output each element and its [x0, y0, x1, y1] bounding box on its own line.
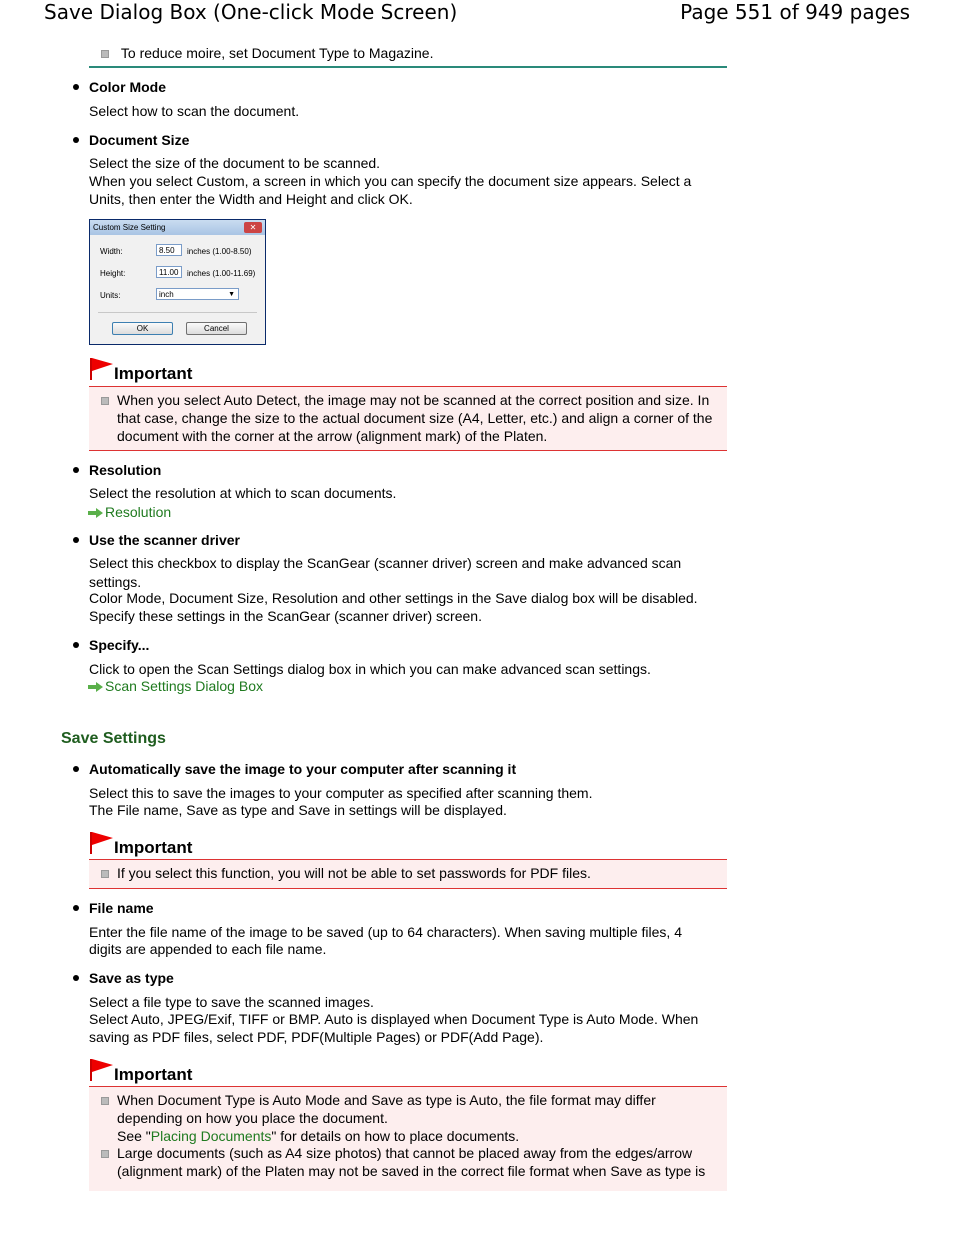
page-title: Save Dialog Box (One-click Mode Screen) — [44, 0, 458, 24]
placing-documents-link[interactable]: Placing Documents — [150, 1128, 272, 1144]
important-box — [89, 386, 727, 451]
color-mode-title: Color Mode — [89, 79, 166, 95]
units-label: Units: — [100, 291, 121, 300]
height-field[interactable]: 11.00 — [156, 266, 182, 278]
bullet-icon — [73, 467, 79, 473]
document-size-line: When you select Custom, a screen in which you can specify the document size appears. Select a — [89, 173, 692, 189]
auto-save-line: The File name, Save as type and Save in settings will be displayed. — [89, 802, 507, 818]
important-text: When you select Auto Detect, the image may not be scanned at the correct position and size. In — [117, 392, 710, 408]
important-title: Important — [114, 1065, 193, 1084]
bullet-icon — [73, 537, 79, 543]
custom-size-dialog — [89, 219, 266, 345]
document-size-line: Select the size of the document to be scanned. — [89, 155, 381, 171]
page-number: Page 551 of 949 pages — [680, 0, 910, 24]
width-label: Width: — [100, 247, 123, 256]
arrow-right-icon — [88, 682, 103, 692]
important-flag-icon — [89, 358, 113, 380]
bullet-icon — [73, 642, 79, 648]
resolution-link[interactable]: Resolution — [88, 503, 171, 521]
important-box — [89, 859, 727, 889]
specify-desc: Click to open the Scan Settings dialog box in which you can make advanced scan settings. — [89, 661, 651, 677]
auto-save-title: Automatically save the image to your computer after scanning it — [89, 761, 517, 777]
document-size-line: Units, then enter the Width and Height and click OK. — [89, 191, 413, 207]
note-divider — [89, 66, 727, 68]
bullet-icon — [73, 137, 79, 143]
important-title: Important — [114, 838, 193, 857]
scanner-driver-title: Use the scanner driver — [89, 532, 240, 548]
dialog-title-bar: Custom Size Setting ✕ — [90, 220, 265, 235]
arrow-right-icon — [88, 508, 103, 518]
save-type-title: Save as type — [89, 970, 174, 986]
important-text: (alignment mark) of the Platen may not be saved in the correct file format when Save as type is — [117, 1163, 706, 1179]
scanner-driver-line: Select this checkbox to display the ScanGear (scanner driver) screen and make advanced scan — [89, 555, 682, 571]
important-text: See "Placing Documents" for details on how to place documents. — [117, 1128, 520, 1144]
bullet-icon — [73, 975, 79, 981]
cancel-button[interactable]: Cancel — [186, 322, 247, 335]
note-item: To reduce moire, set Document Type to Magazine. — [101, 44, 433, 62]
square-bullet-icon — [101, 50, 109, 58]
scanner-driver-line: settings. — [89, 574, 142, 590]
close-icon[interactable]: ✕ — [244, 222, 262, 233]
color-mode-desc: Select how to scan the document. — [89, 103, 300, 119]
square-bullet-icon — [101, 1097, 109, 1105]
save-type-line: Select a file type to save the scanned images. — [89, 994, 374, 1010]
square-bullet-icon — [101, 870, 109, 878]
important-text: depending on how you place the document. — [117, 1110, 388, 1126]
height-label: Height: — [100, 269, 126, 278]
auto-save-line: Select this to save the images to your computer as specified after scanning them. — [89, 785, 593, 801]
file-name-line: Enter the file name of the image to be saved (up to 64 characters). When saving multiple files, 4 — [89, 924, 682, 940]
save-type-line: saving as PDF files, select PDF, PDF(Multiple Pages) or PDF(Add Page). — [89, 1029, 544, 1045]
file-name-line: digits are appended to each file name. — [89, 941, 327, 957]
scan-settings-link[interactable]: Scan Settings Dialog Box — [88, 677, 263, 695]
important-text: that case, change the size to the actual document size (A4, Letter, etc.) and align a corner of the — [117, 410, 713, 426]
ok-button[interactable]: OK — [112, 322, 173, 335]
important-flag-icon — [89, 832, 113, 854]
important-box — [89, 1086, 727, 1191]
height-hint: inches (1.00-11.69) — [187, 269, 256, 278]
important-flag-icon — [89, 1059, 113, 1081]
resolution-title: Resolution — [89, 462, 162, 478]
file-name-title: File name — [89, 900, 154, 916]
save-type-line: Select Auto, JPEG/Exif, TIFF or BMP. Auto is displayed when Document Type is Auto Mode. When — [89, 1011, 699, 1027]
important-text: document with the corner at the arrow (alignment mark) of the Platen. — [117, 428, 548, 444]
important-text: Large documents (such as A4 size photos) that cannot be placed away from the edges/arrow — [117, 1145, 693, 1161]
dialog-divider — [98, 312, 257, 313]
square-bullet-icon — [101, 397, 109, 405]
chevron-down-icon: ▼ — [228, 291, 235, 298]
bullet-icon — [73, 905, 79, 911]
square-bullet-icon — [101, 1150, 109, 1158]
bullet-icon — [73, 84, 79, 90]
specify-title: Specify... — [89, 637, 150, 653]
scanner-driver-line: Color Mode, Document Size, Resolution and other settings in the Save dialog box will be disabled. — [89, 590, 698, 606]
width-hint: inches (1.00-8.50) — [187, 247, 252, 256]
document-size-title: Document Size — [89, 132, 190, 148]
bullet-icon — [73, 766, 79, 772]
important-text: If you select this function, you will not be able to set passwords for PDF files. — [117, 865, 591, 881]
page-header — [0, 0, 954, 28]
units-select[interactable]: inch ▼ — [156, 288, 239, 300]
width-field[interactable]: 8.50 — [156, 244, 182, 256]
scanner-driver-line: Specify these settings in the ScanGear (scanner driver) screen. — [89, 608, 482, 624]
section-heading: Save Settings — [61, 730, 166, 747]
important-title: Important — [114, 364, 193, 383]
resolution-desc: Select the resolution at which to scan documents. — [89, 485, 397, 501]
important-text: When Document Type is Auto Mode and Save as type is Auto, the file format may differ — [117, 1092, 656, 1108]
